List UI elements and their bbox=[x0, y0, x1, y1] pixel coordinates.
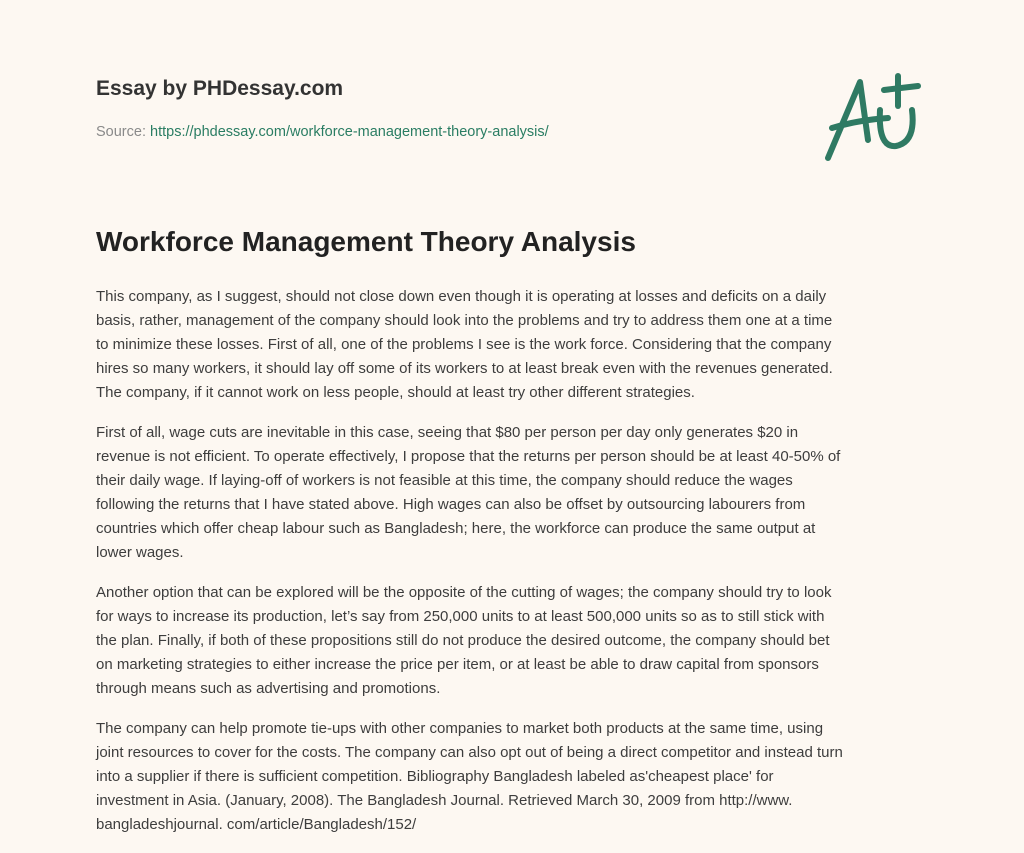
paragraph-line: First of all, wage cuts are inevitable in this case, seeing that $80 per person per day only generates $20 in bbox=[96, 424, 799, 441]
source-link[interactable]: https://phdessay.com/workforce-management-theory-analysis/ bbox=[150, 124, 549, 140]
paragraph-line: the plan. Finally, if both of these propositions still do not produce the desired outcome, the company should bet bbox=[96, 632, 830, 649]
paragraph-line: joint resources to cover for the costs. The company can also opt out of being a direct competitor and instead turn bbox=[96, 744, 843, 761]
paragraph-line: lower wages. bbox=[96, 544, 184, 561]
paragraph-line: This company, as I suggest, should not close down even though it is operating at losses and deficits on a daily bbox=[96, 288, 827, 305]
paragraph-line: following the returns that I have stated above. High wages can also be offset by outsourcing labourers from bbox=[96, 496, 806, 513]
paragraph-line: their daily wage. If laying-off of workers is not feasible at this time, the company should reduce the wages bbox=[96, 472, 793, 489]
paragraph-line: into a supplier if there is sufficient competition. Bibliography Bangladesh labeled as'cheapest place' for bbox=[96, 768, 774, 785]
a-plus-logo bbox=[818, 70, 928, 165]
article-title: Workforce Management Theory Analysis bbox=[96, 226, 636, 257]
paragraph-line: The company, if it cannot work on less people, should at least try other different strategies. bbox=[96, 384, 695, 401]
paragraph-line: basis, rather, management of the company should look into the problems and try to address them one at a time bbox=[96, 312, 833, 329]
source-line bbox=[96, 124, 549, 140]
article-paragraph bbox=[96, 581, 946, 701]
source-label: Source: bbox=[96, 124, 146, 140]
paragraph-line: Another option that can be explored will be the opposite of the cutting of wages; the company should try to look bbox=[96, 584, 832, 601]
paragraph-line: The company can help promote tie-ups with other companies to market both products at the same time, using bbox=[96, 720, 824, 737]
article-paragraph bbox=[96, 421, 946, 565]
paragraph-line: through means such as advertising and promotions. bbox=[96, 680, 441, 697]
site-brand: Essay by PHDessay.com bbox=[96, 77, 344, 100]
article-paragraph bbox=[96, 717, 946, 837]
paragraph-line: bangladeshjournal. com/article/Bangladesh/152/ bbox=[96, 816, 417, 833]
paragraph-line: countries which offer cheap labour such as Bangladesh; here, the workforce can produce the same output at bbox=[96, 520, 816, 537]
article-paragraph bbox=[96, 285, 946, 405]
paragraph-line: hires so many workers, it should lay off some of its workers to at least break even with the revenues generated. bbox=[96, 360, 833, 377]
paragraph-line: for ways to increase its production, let’s say from 250,000 units to at least 500,000 units so as to still stick with bbox=[96, 608, 825, 625]
article-body bbox=[96, 285, 946, 853]
paragraph-line: on marketing strategies to either increase the price per item, or at least be able to draw capital from sponsors bbox=[96, 656, 819, 673]
paragraph-line: to minimize these losses. First of all, one of the problems I see is the work force. Considering that the company bbox=[96, 336, 832, 353]
paragraph-line: revenue is not efficient. To operate effectively, I propose that the returns per person should be at least 40-50% of bbox=[96, 448, 841, 465]
paragraph-line: investment in Asia. (January, 2008). The Bangladesh Journal. Retrieved March 30, 2009 from http://www. bbox=[96, 792, 793, 809]
